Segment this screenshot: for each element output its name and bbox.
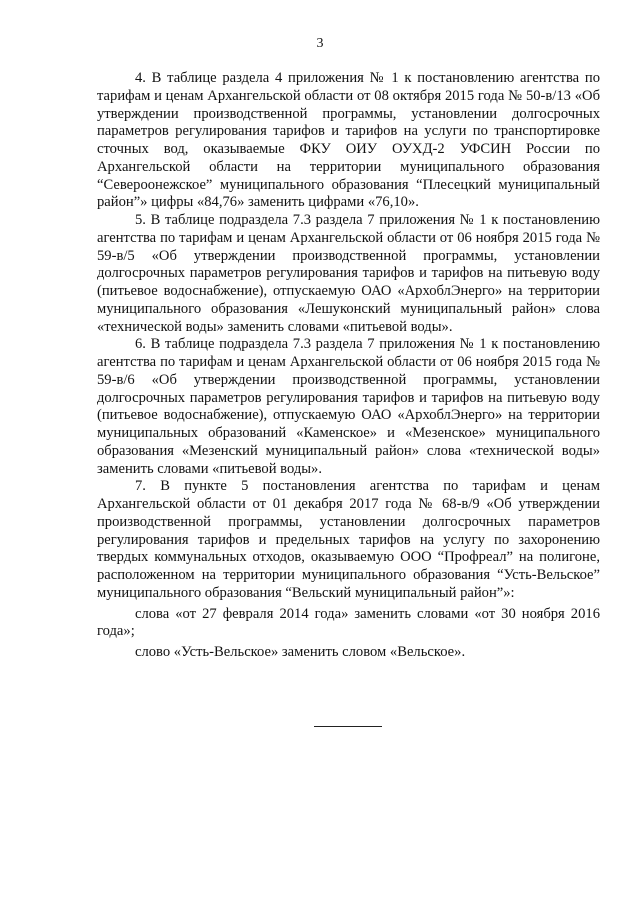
paragraph-subitem-dates: слова «от 27 февраля 2014 года» заменить словами «от 30 ноября 2016 года»;: [97, 605, 600, 640]
paragraph-item-5: 5. В таблице подраздела 7.3 раздела 7 приложения № 1 к постановлению агентства по тарифам и ценам Архангельской области от 06 ноября 2015 года № 59-в/5 «Об утверждении производственной программы, установлении долгосрочных параметров регулирования тарифов и тарифов на питьевую воду (питьевое водоснабжение), отпускаемую ОАО «АрхоблЭнерго» на территории муниципального образования «Лешуконский муниципальный район» слова «технической воды» заменить словами «питьевой воды».: [97, 212, 600, 335]
closing-divider: [314, 726, 382, 727]
paragraph-item-4: 4. В таблице раздела 4 приложения № 1 к постановлению агентства по тарифам и ценам Архангельской области от 08 октября 2015 года № 50-в/13 «Об утверждении производственной программы, установлении долгосрочных параметров регулирования тарифов и тарифов на услуги по транспортировке сточных вод, оказываемые ФКУ ОИУ ОУХД-2 УФСИН России по Архангельской области на территории муниципального образования “Североонежское” муниципального образования “Плесецкий муниципальный район”» цифры «84,76» заменить цифрами «76,10».: [97, 70, 600, 211]
paragraph-item-7: 7. В пункте 5 постановления агентства по тарифам и ценам Архангельской области от 01 декабря 2017 года № 68-в/9 «Об утверждении производственной программы, установлении долгосрочных параметров регулирования тарифов и предельных тарифов на услугу по захоронению твердых коммунальных отходов, оказываемую ООО “Профреал” на полигоне, расположенном на территории муниципального образования “Усть-Вельское” муниципального образования “Вельский муниципальный район”»:: [97, 478, 600, 601]
page-number: 3: [316, 36, 324, 51]
document-body: [97, 70, 600, 662]
paragraph-subitem-name: слово «Усть-Вельское» заменить словом «Вельское».: [135, 644, 466, 660]
paragraph-item-6: 6. В таблице подраздела 7.3 раздела 7 приложения № 1 к постановлению агентства по тарифам и ценам Архангельской области от 06 ноября 2015 года № 59-в/6 «Об утверждении производственной программы, установлении долгосрочных параметров регулирования тарифов и тарифов на питьевую воду (питьевое водоснабжение), отпускаемую ОАО «АрхоблЭнерго» на территории муниципальных образований «Каменское» и «Мезенское» муниципального образования «Мезенский муниципальный район» слова «технической воды» заменить словами «питьевой воды».: [97, 336, 600, 477]
